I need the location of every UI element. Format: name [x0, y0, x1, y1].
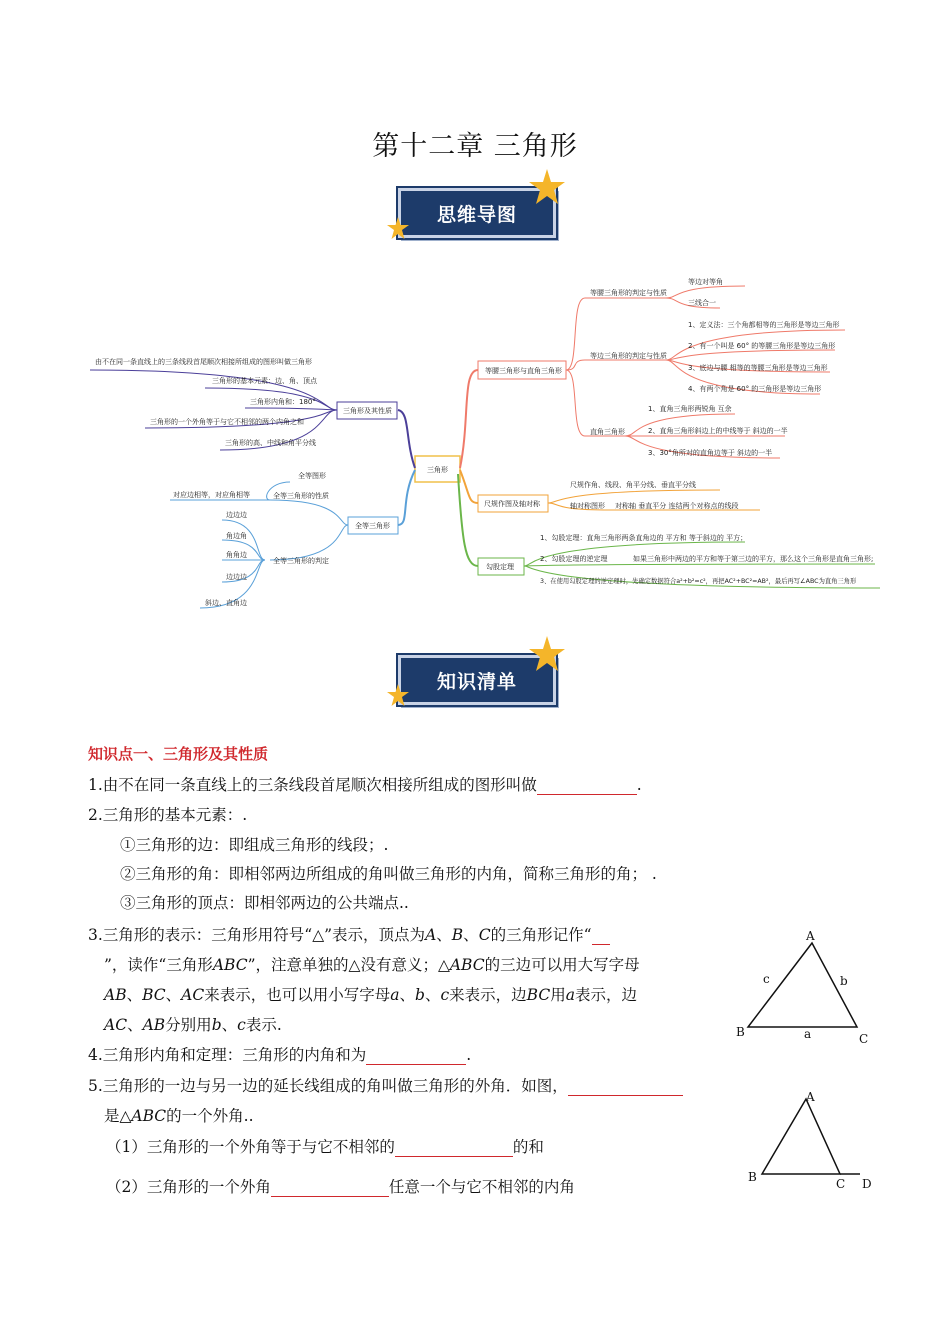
- mm-left-b2-sub1: 全等三角形的性质: [273, 492, 329, 500]
- answer-blank[interactable]: [568, 1079, 683, 1096]
- mm-left-b2-sub2: 全等三角形的判定: [273, 557, 329, 565]
- point-1: 1.由不在同一条直线上的三条线段首尾顺次相接所组成的图形叫做 .: [88, 776, 642, 794]
- mm-left-b2-sub2-item: 斜边、直角边: [205, 599, 247, 607]
- point-3-line3: AB、BC、AC来表示，也可以用小写字母a、b、c来表示，边BC用a表示，边: [104, 986, 637, 1004]
- mindmap-center: 三角形: [427, 466, 448, 474]
- mm-right-equi-item: 4、有两个角是 60° 的三角形是等边三角形: [688, 385, 822, 393]
- point-2c: ③三角形的顶点：即相邻两边的公共端点..: [120, 894, 409, 912]
- point-5-cont: 是△ABC的一个外角..: [104, 1107, 254, 1125]
- answer-blank[interactable]: [366, 1048, 466, 1065]
- mm-right-right-item: 2、直角三角形斜边上的中线等于 斜边的一半: [648, 427, 788, 435]
- triangle-figure-2: [740, 1085, 890, 1200]
- mm-left-b1-item: 三角形内角和：180°: [250, 398, 316, 406]
- point-2a: ①三角形的边：即组成三角形的线段；.: [120, 836, 389, 854]
- mm-right-b2-item: 对称轴 垂直平分 连结两个对称点的线段: [615, 502, 739, 510]
- mm-left-b2-sub2-item: 角边角: [226, 532, 247, 540]
- answer-blank[interactable]: [592, 928, 610, 945]
- triangle-abc: [762, 1099, 840, 1174]
- mm-left-b2-sub2-item: 边边边: [226, 573, 247, 581]
- point-2: 2.三角形的基本元素：.: [88, 806, 248, 824]
- mm-left-b2-sub2-item: 角角边: [226, 551, 247, 559]
- answer-blank[interactable]: [271, 1180, 389, 1197]
- point-3-line1: 3.三角形的表示：三角形用符号“△”表示，顶点为A、B、C的三角形记作“: [88, 925, 610, 945]
- mm-right-b3-item: 3、在使用勾股定理的逆定理时，先确定数据符合a²+b²=c²，再把AC²+BC²=AB²，最后再写∠ABC为直角三角形: [540, 578, 857, 585]
- side-label: b: [840, 974, 848, 988]
- mm-right-iso-item: 等边对等角: [688, 278, 723, 286]
- mm-right-equi-item: 1、定义法：三个角都相等的三角形是等边三角形: [688, 321, 840, 329]
- mm-right-iso-item: 三线合一: [688, 299, 716, 307]
- page-title: 第十二章 三角形: [372, 131, 578, 162]
- mm-right-right-item: 1、直角三角形两锐角 互余: [648, 405, 732, 413]
- knowledge-banner-label: 知识清单: [436, 670, 517, 693]
- triangle-figure-1: [730, 925, 880, 1050]
- mm-right-b2: 尺规作图及轴对称: [484, 500, 540, 508]
- mm-right-b2-item: 尺规作角、线段、角平分线、垂直平分线: [570, 481, 696, 489]
- point-2b: ②三角形的角：即相邻两边所组成的角叫做三角形的内角，简称三角形的角； .: [120, 865, 657, 883]
- section-heading: 知识点一、三角形及其性质: [88, 745, 269, 763]
- mm-right-b3-item: 2、勾股定理的逆定理: [540, 555, 608, 563]
- vertex-label: A: [806, 1090, 815, 1104]
- point-4: 4.三角形内角和定理：三角形的内角和为 .: [88, 1046, 472, 1064]
- mm-left-b2-sub1-item: 对应边相等，对应角相等: [173, 491, 250, 499]
- mm-left-b1-item: 由不在同一条直线上的三条线段首尾顺次相接所组成的图形叫做三角形: [95, 358, 312, 366]
- vertex-label: B: [736, 1025, 745, 1039]
- answer-blank[interactable]: [537, 778, 637, 795]
- mm-right-b1: 等腰三角形与直角三角形: [485, 367, 562, 375]
- mm-right-b3-item: 如果三角形中两边的平方和等于第三边的平方，那么这个三角形是直角三角形;: [633, 555, 874, 563]
- vertex-label: A: [806, 929, 815, 943]
- mm-left-b2: 全等三角形: [355, 522, 390, 530]
- mm-left-b1-item: 三角形的一个外角等于与它不相邻的两个内角之和: [150, 418, 304, 426]
- vertex-label: D: [862, 1177, 872, 1191]
- vertex-label: C: [859, 1032, 869, 1046]
- side-label: a: [804, 1027, 812, 1041]
- mm-right-equi: 等边三角形的判定与性质: [590, 352, 667, 360]
- mm-left-b2-sub2-item: 边边边: [226, 511, 247, 519]
- mind-map: [0, 0, 950, 640]
- answer-blank[interactable]: [395, 1140, 513, 1157]
- vertex-label: C: [836, 1177, 846, 1191]
- point-3-line4: AC、AB分别用b、c表示.: [104, 1016, 282, 1034]
- side-label: c: [763, 972, 770, 986]
- mindmap-banner-label: 思维导图: [436, 203, 517, 226]
- mm-left-b1-item: 三角形的高、中线和角平分线: [225, 439, 316, 447]
- mm-right-right: 直角三角形: [590, 428, 625, 436]
- mm-right-b2-item: 轴对称图形: [570, 502, 605, 510]
- mm-right-iso: 等腰三角形的判定与性质: [590, 289, 667, 297]
- star-icon: [386, 683, 410, 707]
- point-5-1: （1）三角形的一个外角等于与它不相邻的 的和: [106, 1138, 544, 1156]
- mm-left-b1-item: 三角形的基本元素：边、角、顶点: [212, 377, 317, 385]
- mm-left-b1: 三角形及其性质: [343, 407, 392, 415]
- mm-right-equi-item: 2、有一个叫是 60° 的等腰三角形是等边三角形: [688, 342, 836, 350]
- vertex-label: B: [748, 1170, 757, 1184]
- point-5-2: （2）三角形的一个外角 任意一个与它不相邻的内角: [106, 1178, 575, 1196]
- star-icon: [528, 635, 566, 673]
- mm-right-equi-item: 3、底边与腰 相等的等腰三角形是等边三角形: [688, 364, 828, 372]
- mm-right-b3-item: 1、勾股定理：直角三角形两条直角边的 平方和 等于斜边的 平方；: [540, 534, 748, 542]
- mm-left-b2-sub1-item: 全等图形: [298, 472, 326, 480]
- point-5: 5.三角形的一边与另一边的延长线组成的角叫做三角形的外角．如图，: [88, 1076, 683, 1096]
- mm-right-right-item: 3、30°角所对的直角边等于 斜边的一半: [648, 449, 773, 457]
- point-3-line2: ”，读作“三角形ABC”，注意单独的△没有意义；△ABC的三边可以用大写字母: [104, 956, 640, 974]
- mm-right-b3: 勾股定理: [486, 563, 514, 571]
